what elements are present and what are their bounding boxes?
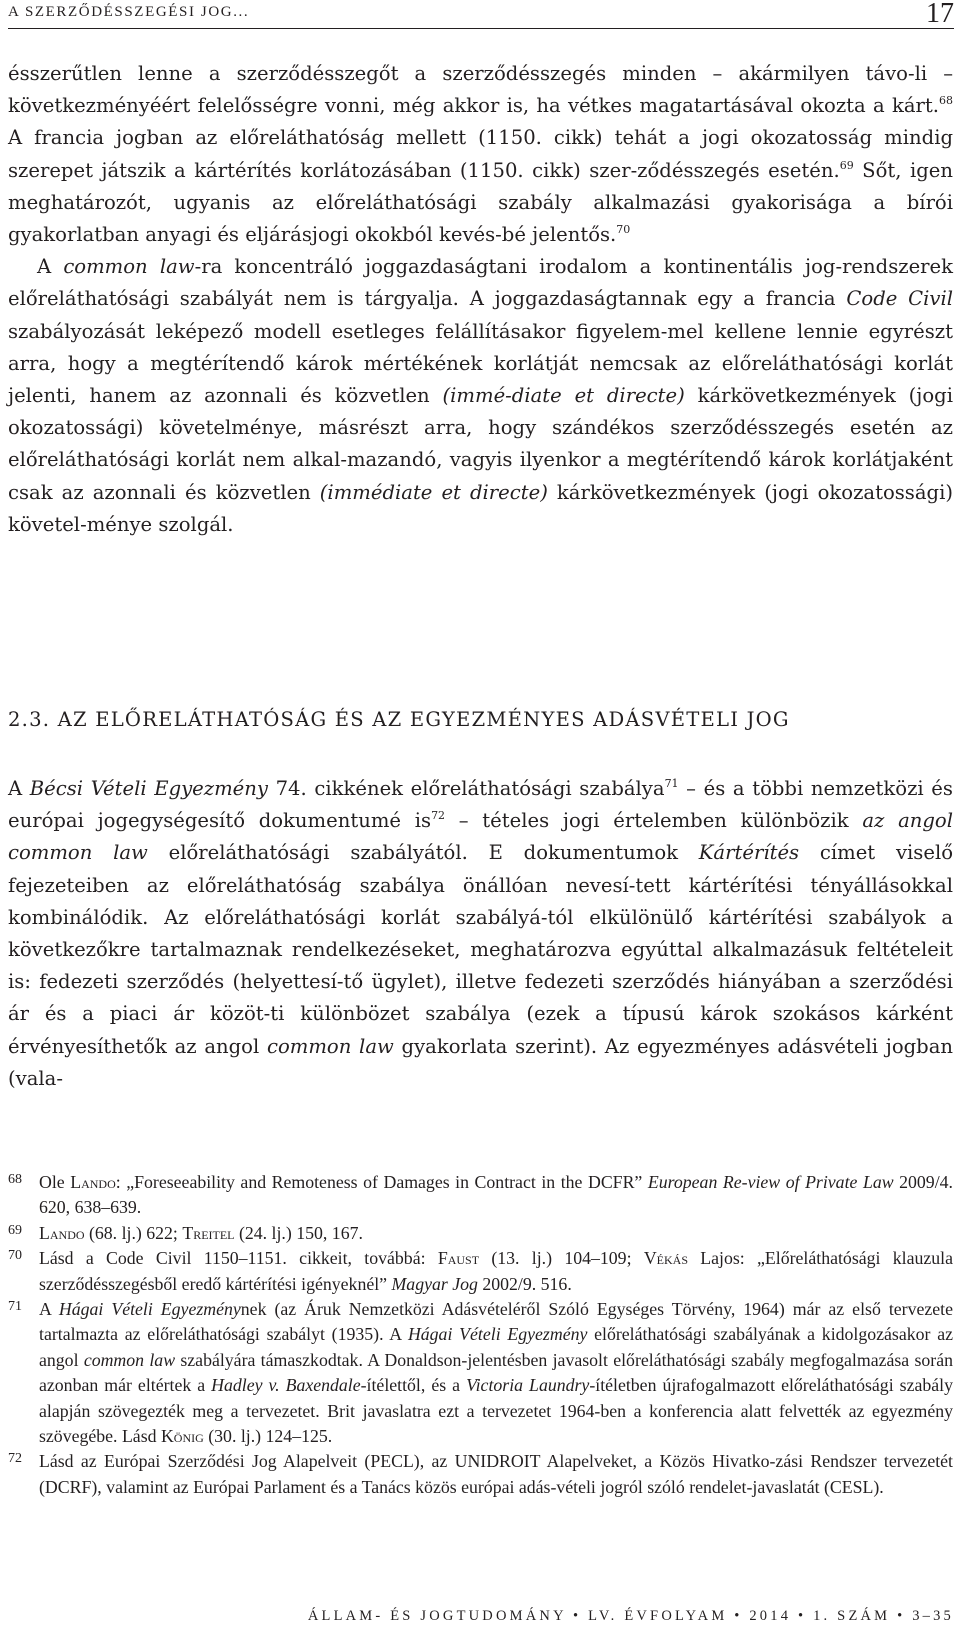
footnote-ref-69[interactable]: 69 <box>839 158 854 172</box>
footnote-ref-70[interactable]: 70 <box>616 223 631 237</box>
footnote-ref-71[interactable]: 71 <box>664 777 679 790</box>
footnote-ref-72[interactable]: 72 <box>431 809 446 823</box>
footnote-72: 72 Lásd az Európai Szerződési Jog Alapelveit (PECL), az UNIDROIT Alapelveket, a Közös Hivatko-zási Rendszer tervezetét (DCRF), valamint az Európai Parlament és a Tanács közös európai adás-vételi jogról szóló rendelet-javaslatát (CESL). <box>8 1451 953 1497</box>
running-head-title: A SZERZŐDÉSSZEGÉSI JOG... <box>8 4 250 20</box>
paragraph-2: A common law-ra koncentráló joggazdaságtani irodalom a kontinentális jog-rendszerek előreláthatósági szabályát nem is tárgyalja. A joggazdaságtannak egy a francia Code Civil szabályozását leképező modell esetleges felállításakor figyelem-mel kellene lennie egyrészt arra, hogy a megtérítendő károk mértékének korlátját nemcsak az előreláthatósági korlát jelenti, hanem az azonnali és közvetlen (immé-diate et directe) kárkövetkezmények (jogi okozatossági) követelménye, másrészt arra, hogy szándékos szerződésszegés esetén az előreláthatósági korlát nem alkal-mazandó, vagyis ilyenkor a megtérítendő károk korlátjaként csak az azonnali és közvetlen (immédiate et directe) kárkövetkezmények (jogi okozatossági) követel-ménye szolgál. <box>8 255 953 536</box>
footnote-68: 68 Ole Lando: „Foreseeability and Remoteness of Damages in Contract in the DCFR” European Re-view of Private Law 2009/4. 620, 638–639. <box>8 1172 953 1218</box>
footnote-71: 71 A Hágai Vételi Egyezménynek (az Áruk Nemzetközi Adásvételéről Szóló Egységes Törvény, 1964) már az első tervezete tartalmazta az előreláthatósági szabályt (1935). A Hágai Vételi Egyezmény előreláthatósági szabályának a kidolgozásakor az angol common law szabályára támaszkodtak. A Donaldson-jelentésben javasolt előreláthatósági szabály megfogalmazása során azonban már eltértek a Hadley v. Baxendale-ítélettől, és a Victoria Laundry-ítéletben újrafogalmazott előreláthatósági szabály alapján szövegezték meg a tervezetet. Brit javaslatra ezt a tervezetet 1964-ben a konferencia alatt felvették az egyezmény szövegébe. Lásd König (30. lj.) 124–125. <box>8 1299 953 1447</box>
paragraph-1: ésszerűtlen lenne a szerződésszegőt a szerződésszegés minden – akármilyen távo-li – következményéért felelősségre vonni, még akkor is, ha vétkes magatartásával okozta a kárt.$^{68}$ A francia jogban az előreláthatóság mellett (1150. cikk) tehát a jogi okozatosság mindig szerepet játszik a kártérítés korlátozásában (1150. cikk) szer-ződésszegés esetén.$^{69}$ Sőt, igen meghatározót, ugyanis az előreláthatósági szabály alkalmazási gyakorisága a bírói gyakorlatban anyagi és eljárásjogi okokból kevés-bé jelentős.$^{70}$ <box>8 62 953 247</box>
paragraph-3: A Bécsi Vételi Egyezmény 74. cikkének előreláthatósági szabálya$^{71}$ – és a többi nemzetközi és európai jogegységesítő dokumentumé $is^{72}$ – tételes jogi értelemben különbözik az angol common law előreláthatósági szabályától. E dokumentumok Kártérítés címet viselő fejezeteiben az előreláthatóság szabálya önállóan nevesí-tett kártérítési tényállásokkal kombinálódik. Az előreláthatósági korlát szabályá-tól elkülönülő kártérítési szabályok a következőkre tartalmaznak rendelkezéseket, meghatározva egyúttal alkalmazásuk feltételeit is: fedezeti szerződés (helyettesí-tő ügylet), illetve fedezeti szerződés hiányában a szerződési ár és a piaci ár közöt-ti különbözet szabálya (ezek a típusú károk szokásos kárként érvényesíthetők az angol common law gyakorlata szerint). Az egyezményes adásvételi jogban (vala- <box>8 777 954 1090</box>
journal-footer: ÁLLAM- ÉS JOGTUDOMÁNY • LV. ÉVFOLYAM • 2014 • 1. SZÁM • 3–35 <box>307 1608 954 1624</box>
body-text-top <box>8 58 953 541</box>
page-number: 17 <box>926 0 954 29</box>
footnotes <box>8 1170 953 1500</box>
footnote-70: 70 Lásd a Code Civil 1150–1151. cikkeit, továbbá: Faust (13. lj.) 104–109; Vékás Lajos: „Előreláthatósági klauzula szerződésszegésből eredő kártérítési igényeknél” Magyar Jog 2002/9. 516. <box>8 1248 953 1294</box>
footnote-69: 69 Lando (68. lj.) 622; Treitel (24. lj.) 150, 167. <box>8 1222 363 1243</box>
running-head <box>8 0 954 29</box>
body-text-section <box>8 773 953 1095</box>
section-heading: 2.3. AZ ELŐRELÁTHATÓSÁG ÉS AZ EGYEZMÉNYES ADÁSVÉTELI JOG <box>8 708 790 731</box>
footnote-ref-68[interactable]: 68 <box>939 94 953 108</box>
